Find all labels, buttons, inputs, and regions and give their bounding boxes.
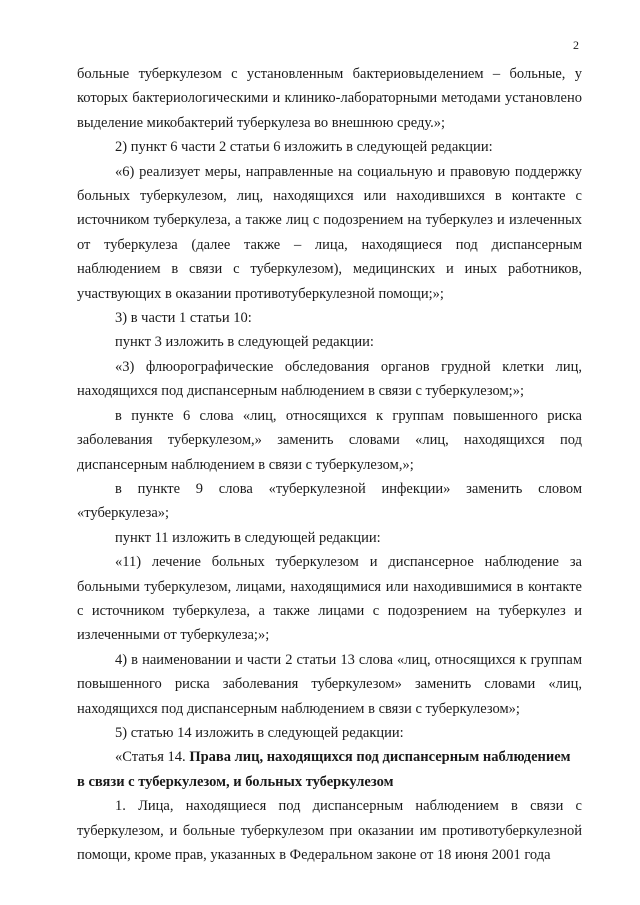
article-14-prefix: «Статья 14.: [115, 749, 190, 766]
article-14-title-line-1: Права лиц, находящихся под диспансерным наблюдением: [189, 749, 571, 766]
article-14-heading: [77, 745, 582, 794]
paragraph-item-2: 2) пункт 6 части 2 статьи 6 изложить в следующей редакции:: [115, 139, 493, 156]
paragraph-item-4: 4) в наименовании и части 2 статьи 13 слова «лиц, относящихся к группам повышенного риска заболевания туберкулезом» заменить словами «лиц, находящихся под диспансерным наблюдением в связи с туберкулезом»;: [77, 651, 582, 717]
paragraph-point-3: пункт 3 изложить в следующей редакции:: [115, 334, 374, 351]
paragraph-point-6: в пункте 6 слова «лиц, относящихся к группам повышенного риска заболевания туберкулезом,» заменить словами «лиц, находящихся под диспансерным наблюдением в связи с туберкулезом,»;: [77, 407, 582, 473]
paragraph-item-3: 3) в части 1 статьи 10:: [115, 310, 252, 327]
paragraph-point-9: в пункте 9 слова «туберкулезной инфекции» заменить словом «туберкулеза»;: [77, 480, 582, 522]
article-14-title-line-2: в связи с туберкулезом, и больных туберкулезом: [77, 773, 394, 790]
page-number: 2: [573, 38, 579, 52]
paragraph-article-14-part-1: 1. Лица, находящиеся под диспансерным наблюдением в связи с туберкулезом, и больные туберкулезом при оказании им противотуберкулезной помощи, кроме прав, указанных в Федеральном законе от 18 июня 2001 года: [77, 798, 582, 863]
paragraph-quote-11: «11) лечение больных туберкулезом и диспансерное наблюдение за больными туберкулезом, лицами, находящимися или находившимися в контакте с источником туберкулеза, а также лицами с подозрением на туберкулез и излеченными от туберкулеза;»;: [77, 554, 582, 644]
paragraph-item-5: 5) статью 14 изложить в следующей редакции:: [115, 724, 404, 741]
document-body: [77, 62, 582, 867]
paragraph-quote-6: «6) реализует меры, направленные на социальную и правовую поддержку больных туберкулезом, лиц, находящихся или находившихся в контакте с источником туберкулеза, а также лиц с подозрением на туберкулез и излеченных от туберкулеза (далее также – лица, находящиеся под диспансерным наблюдением в связи с туберкулезом), медицинских и иных работников, участвующих в оказании противотуберкулезной помощи;»;: [77, 163, 582, 302]
paragraph-continuation: больные туберкулезом с установленным бактериовыделением – больные, у которых бактериологическими и клинико-лабораторными методами установлено выделение микобактерий туберкулеза во внешнюю среду.»;: [77, 66, 582, 131]
paragraph-point-11: пункт 11 изложить в следующей редакции:: [115, 529, 381, 546]
paragraph-quote-3: «3) флюорографические обследования органов грудной клетки лиц, находящихся под диспансерным наблюдением в связи с туберкулезом;»;: [77, 358, 582, 400]
